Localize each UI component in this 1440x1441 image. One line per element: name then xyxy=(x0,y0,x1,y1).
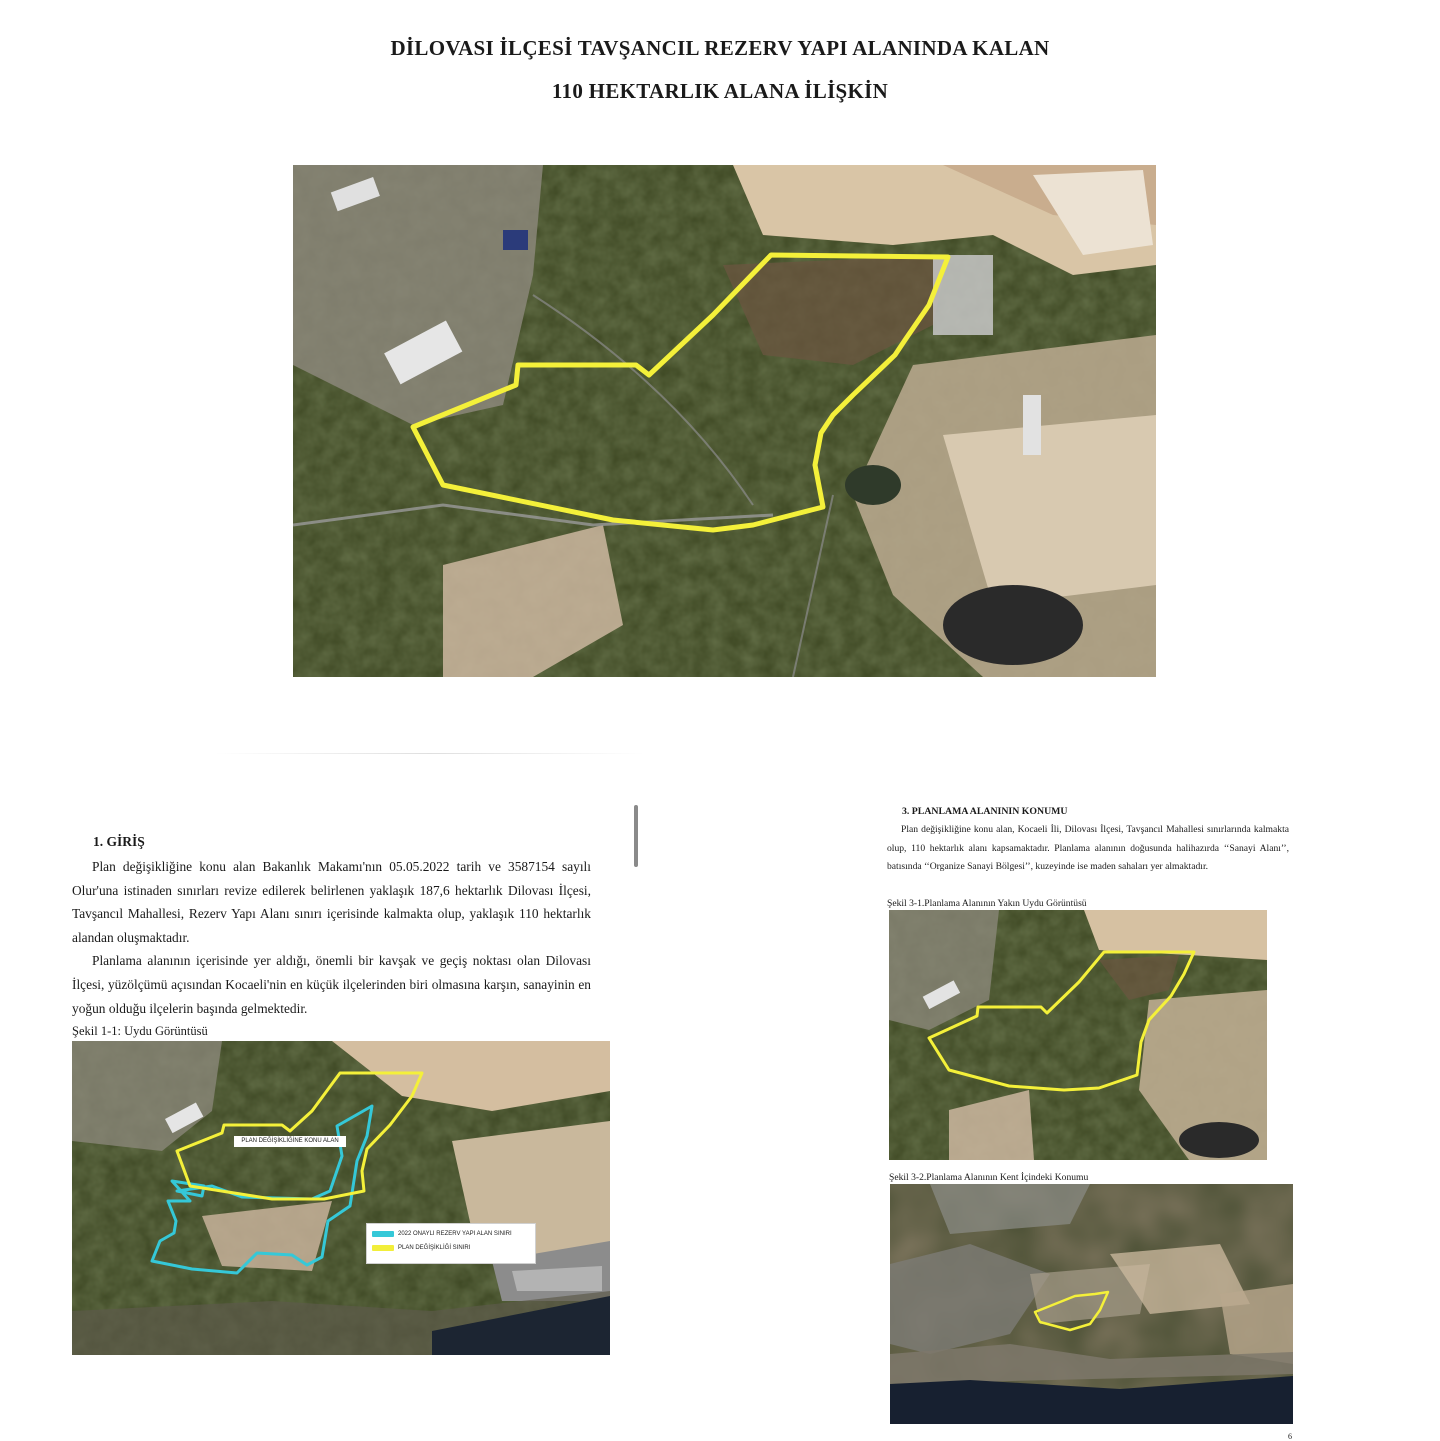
paragraph-2: Planlama alanının içerisinde yer aldığı, önemli bir kavşak ve geçiş noktası olan Dilovası İlçesi, yüzölçümü açısından Kocaeli'nin en küçük ilçelerinden biri olmasına karşın, sanayinin en yoğun olduğu ilçelerin başında gelmektedir. xyxy=(72,953,591,1016)
legend-item-cyan xyxy=(367,1227,535,1241)
paragraph-konum: Plan değişikliğine konu alan, Kocaeli İli, Dilovası İlçesi, Tavşancıl Mahallesi sınırlarında kalmakta olup, 110 hektarlık alanı kapsamaktadır. Planlama alanının doğusunda halihazırda ‘‘Sanayi Alanı’’, batısında ‘‘Organize Sanayi Bölgesi’’, kuzeyinde ise maden sahaları yer almaktadır. xyxy=(887,824,1289,873)
legend-label-yellow: PLAN DEĞİŞİKLİĞİ SINIRI xyxy=(398,1245,471,1251)
page-number: 6 xyxy=(1288,1432,1292,1441)
paragraph-1: Plan değişikliğine konu alan Bakanlık Makamı'nın 05.05.2022 tarih ve 3587154 sayılı Olur'una istinaden sınırları revize edilerek belirlenen yaklaşık 187,6 hektarlık Dilovası İlçesi, Tavşancıl Mahallesi, Rezerv Yapı Alanı sınırı içerisinde kalmakta olup, yaklaşık 110 hektarlık alandan oluşmaktadır. xyxy=(72,859,591,945)
section-heading-konumu: 3. PLANLAMA ALANININ KONUMU xyxy=(902,806,1068,817)
scroll-indicator xyxy=(634,805,638,867)
right-page-body xyxy=(887,821,1289,877)
legend-swatch-yellow xyxy=(372,1245,394,1251)
document-title-line1: DİLOVASI İLÇESİ TAVŞANCIL REZERV YAPI ALANINDA KALAN xyxy=(390,36,1050,60)
section-divider xyxy=(215,753,645,754)
section-heading-giris: 1. GİRİŞ xyxy=(93,834,145,849)
figure-caption-3-1: Şekil 3-1.Planlama Alanının Yakın Uydu Görüntüsü xyxy=(887,898,1087,909)
document-title-line2: 110 HEKTARLIK ALANA İLİŞKİN xyxy=(551,79,889,103)
satellite-image-1-1 xyxy=(72,1041,610,1355)
figure-caption-1-1: Şekil 1-1: Uydu Görüntüsü xyxy=(72,1024,208,1038)
satellite-image-3-2 xyxy=(890,1184,1293,1424)
satellite-image-3-1 xyxy=(889,910,1267,1160)
legend-swatch-cyan xyxy=(372,1231,394,1237)
legend-label-cyan: 2022 ONAYLI REZERV YAPI ALAN SINIRI xyxy=(398,1231,512,1237)
left-page-body xyxy=(72,855,591,1020)
figure-caption-3-2: Şekil 3-2.Planlama Alanının Kent İçindeki Konumu xyxy=(889,1172,1089,1183)
legend-item-yellow xyxy=(367,1241,535,1255)
map-area-label: PLAN DEĞİŞİKLİĞİNE KONU ALAN xyxy=(234,1136,346,1147)
map-legend xyxy=(366,1223,536,1264)
main-satellite-image xyxy=(293,165,1156,677)
